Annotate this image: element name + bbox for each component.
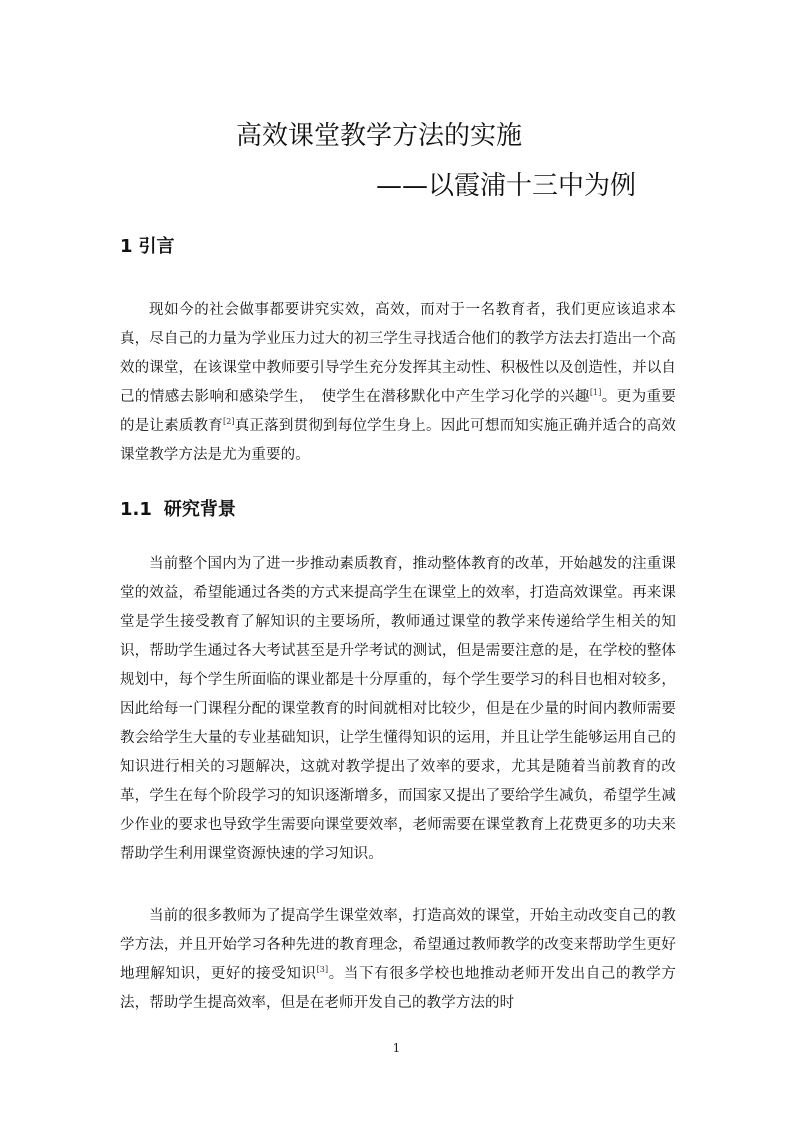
citation-ref-3[interactable]: [3] bbox=[316, 965, 329, 975]
paragraph-text: 真正落到贯彻到每位学生身上。因此可想而知实施正确并适合的高效课堂教学方法是尤为重要的。 bbox=[120, 418, 677, 463]
section-number: 1.1 bbox=[120, 499, 152, 520]
citation-ref-1[interactable]: [1] bbox=[589, 388, 602, 398]
section-title: 研究背景 bbox=[163, 499, 236, 520]
background-paragraph-1: 当前整个国内为了进一步推动素质教育，推动整体教育的改革，开始越发的注重课堂的效益，希望能通过各类的方式来提高学生在课堂上的效率，打造高效课堂。再来课堂是学生接受教育了解知识的主要场所，教师通过课堂的教学来传递给学生相关的知识，帮助学生通过各大考试甚至是升学考试的测试，但是需要注意的是，在学校的整体规划中，每个学生所面临的课业都是十分厚重的，每个学生要学习的科目也相对较多，因此给每一门课程分配的课堂教育的时间就相对比较少，但是在少量的时间内教师需要教会给学生大量的专业基础知识，让学生懂得知识的运用，并且让学生能够运用自己的知识进行相关的习题解决，这就对教学提出了效率的要求，尤其是随着当前教育的改革，学生在每个阶段学习的知识逐渐增多，而国家又提出了要给学生减负，希望学生减少作业的要求也导致学生需要向课堂要效率，老师需要在课堂教育上花费更多的功夫来帮助学生利用课堂资源快速的学习知识。 bbox=[120, 556, 676, 862]
section-number: 1 bbox=[120, 236, 133, 257]
citation-ref-2[interactable]: [2] bbox=[223, 417, 235, 427]
section-title: 引言 bbox=[138, 236, 175, 257]
paragraph-text: 当前的很多教师为了提高学生课堂效率，打造高效的课堂，开始主动改变自己的教学方法，并且开始学习各种先进的教育理念，希望通过教师教学的改变来帮助学生更好地理解知识，更好的接受知识 bbox=[120, 908, 676, 982]
paragraph-text: 。当下有很多学校也地推动老师开发出自己的教学方法，帮助学生提高效率，但是在老师开发自己的教学方法的时 bbox=[120, 966, 676, 1011]
paragraph-text: 现如今的社会做事都要讲究实效，高效，而对于一名教育者，我们更应该追求本真，尽自己的力量为学业压力过大的初三学生寻找适合他们的教学方法去打造出一个高效的课堂，在该课堂中教师要引导学生充分发挥其主动性、积极性以及创造性，并以自己的情感去影响和感染学生， 使学生在潜移默化中产生学习化学的兴趣 bbox=[120, 302, 676, 405]
section-heading-background bbox=[120, 496, 236, 524]
page-number: 1 bbox=[392, 1041, 401, 1055]
section-heading-intro bbox=[120, 233, 175, 261]
document-subtitle: ——以霞浦十三中为例 bbox=[376, 171, 637, 201]
background-paragraph-2 bbox=[120, 902, 676, 1018]
document-title: 高效课堂教学方法的实施 bbox=[236, 121, 523, 151]
intro-paragraph bbox=[120, 296, 676, 470]
paragraph-text: 。更为重要的是让素质教育 bbox=[120, 389, 676, 434]
